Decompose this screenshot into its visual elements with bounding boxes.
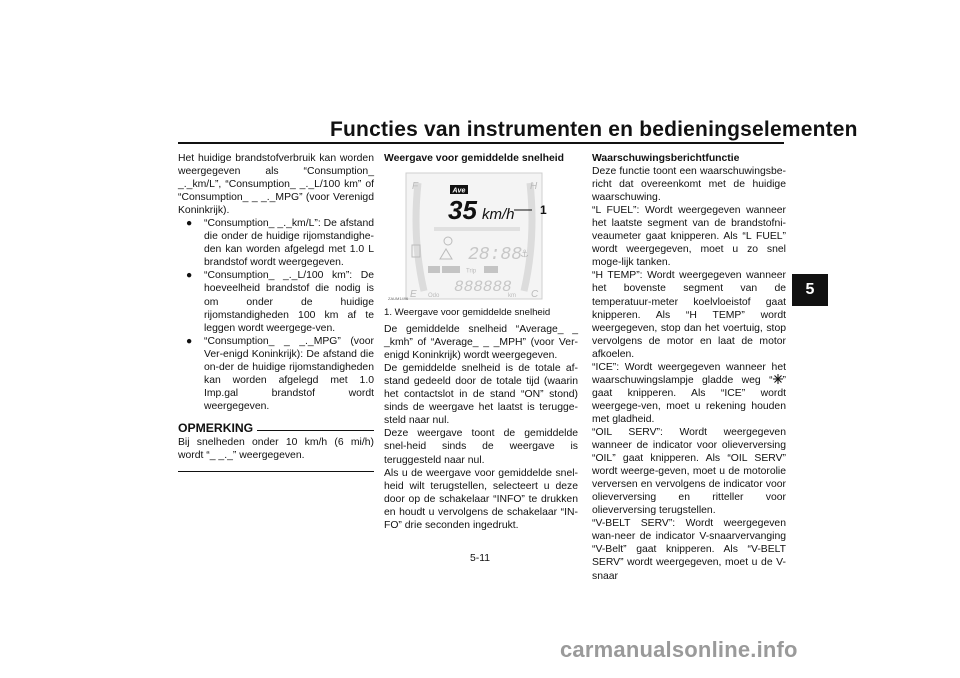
snowflake-icon	[773, 374, 783, 384]
clock-digits: 28:88	[468, 245, 523, 266]
lcd-display-illustration	[384, 169, 578, 305]
paragraph: De gemiddelde snelheid “Average_ _ _kmh” of “Average_ _ _MPH” (voor Ver-enigd Koninkrijk) wordt weergegeven.	[384, 324, 578, 362]
paragraph: Deze functie toont een waarschuwingsbe-richt dat overeenkomt met de huidige waarschuwing.	[592, 166, 786, 204]
speed-unit: km/h	[482, 206, 515, 224]
bullet-icon: ●	[186, 270, 193, 282]
consumption-intro: Het huidige brandstofverbruik kan worden weergegeven als “Consumption_ _._km/L”, “Consumption_ _._L/100 km” of “Consumption_ _ _._MPG” (voor Verenigd Koninkrijk).	[178, 153, 374, 217]
bullet-item	[178, 335, 374, 413]
bullet-icon: ●	[186, 335, 193, 347]
speed-digits: 35	[448, 195, 477, 226]
odometer-digits: 888888	[454, 278, 512, 297]
paragraph: “L FUEL”: Wordt weergegeven wanneer het laatste segment van de brandstofni-veaumeter gaat knipperen. Als “L FUEL” wordt weergegeven, moet u zo snel moge-lijk tanken.	[592, 205, 786, 269]
page-number: 5-11	[469, 553, 491, 564]
bullet-icon: ●	[186, 218, 193, 230]
bullet-text: “Consumption_ _ _._MPG” (voor Ver-enigd Koninkrijk): De afstand die on-der de huidige rijomstandigheden kan worden afgelegd met 1.0 Imp.gal brandstof wordt weergegeven.	[204, 335, 374, 412]
note-heading	[178, 421, 374, 436]
ice-text-start: “ICE”: Wordt weergegeven wanneer het waarschuwingslampje gladde weg “	[592, 361, 786, 386]
ave-label: Ave	[452, 187, 466, 195]
section-heading: Weergave voor gemiddelde snelheid	[384, 153, 564, 164]
column-3	[592, 152, 786, 583]
lcd-e-label: E	[410, 289, 417, 301]
paragraph: Deze weergave toont de gemiddelde snel-heid sinds de weergave is teruggesteld naar nul.	[384, 428, 578, 466]
note-title: OPMERKING	[178, 420, 254, 435]
header-rule	[178, 142, 784, 144]
coolant-icon: ⚓	[520, 249, 529, 261]
paragraph: “H TEMP”: Wordt weergegeven wanneer het bovenste segment van de temperatuur-meter koelvloeistof gaat knipperen. Als “H TEMP” wordt weergegeven, stop dan het voertuig, stop vervolgens de motor en laat de motor afkoelen.	[592, 270, 786, 360]
lcd-figure	[384, 169, 578, 305]
info-indicator	[484, 266, 498, 273]
column-2	[384, 152, 578, 532]
ice-text-end: ” gaat knipperen. Als “ICE” wordt weergege-ven, moet u rekening houden met gladheid.	[592, 374, 786, 425]
column-1	[178, 152, 374, 472]
paragraph: “OIL SERV”: Wordt weergegeven wanneer de indicator voor olieverversing “OIL” gaat knipperen. Als “OIL SERV” wordt weerge-geven, moet u de motorolie verversen en vervolgens de indicator voor olieverversing en ritteller voor olieverversing terugstellen.	[592, 426, 786, 517]
callout-number: 1	[540, 203, 547, 218]
ice-paragraph	[592, 361, 786, 426]
page-title: Functies van instrumenten en bedieningselementen	[330, 118, 858, 141]
lcd-c-label: C	[531, 289, 539, 301]
paragraph: Als u de weergave voor gemiddelde snel-heid wilt terugstellen, selecteert u deze door op de schakelaar “INFO” te drukken en houdt u vervolgens de schakelaar “IN-FO” drie seconden ingedrukt.	[384, 467, 578, 531]
bullet-item	[178, 269, 374, 334]
watermark[interactable]: carmanualsonline.info	[560, 637, 798, 662]
note-end-rule	[178, 471, 374, 472]
trip-label: Trip	[466, 268, 477, 275]
bullet-text: “Consumption_ _._L/100 km”: De hoeveelheid brandstof die nodig is om onder de huidige rijomstandigheden 100 km af te leggen wordt weergege-ven.	[204, 270, 374, 334]
lcd-h-label: H	[530, 181, 538, 193]
note-text: Bij snelheden onder 10 km/h (6 mi/h) wordt “_ _._” weergegeven.	[178, 436, 374, 461]
odo-label: Odo	[428, 293, 440, 300]
km-label: km	[508, 293, 516, 300]
paragraph: “V-BELT SERV”: Wordt weergegeven wan-neer de indicator V-snaarvervanging “V-Belt” gaat knipperen. Als “V-BELT SERV” wordt weergegeven, moet u de V-snaar	[592, 518, 786, 582]
paragraph: De gemiddelde snelheid is de totale af-stand gedeeld door de totale tijd (waarin het contactslot in de stand “ON” stond) sinds de weergave het laatst is terugge-steld naar nul.	[384, 363, 578, 427]
note-rule	[257, 430, 374, 431]
oil-indicator	[428, 266, 440, 273]
bullet-text: “Consumption_ _._km/L”: De afstand die onder de huidige rijomstandighe-den kan worden afgelegd met 1.0 L brandstof wordt weergegeven.	[204, 218, 374, 269]
bullet-item	[178, 217, 374, 269]
lcd-divider	[434, 227, 520, 231]
section-heading: Waarschuwingsberichtfunctie	[592, 153, 740, 164]
chapter-tab: 5	[792, 274, 828, 306]
image-code: ZAUM1496	[388, 296, 409, 302]
v-belt-indicator	[442, 266, 460, 273]
figure-caption: 1. Weergave voor gemiddelde snelheid	[384, 307, 551, 319]
lcd-f-label: F	[412, 181, 419, 193]
